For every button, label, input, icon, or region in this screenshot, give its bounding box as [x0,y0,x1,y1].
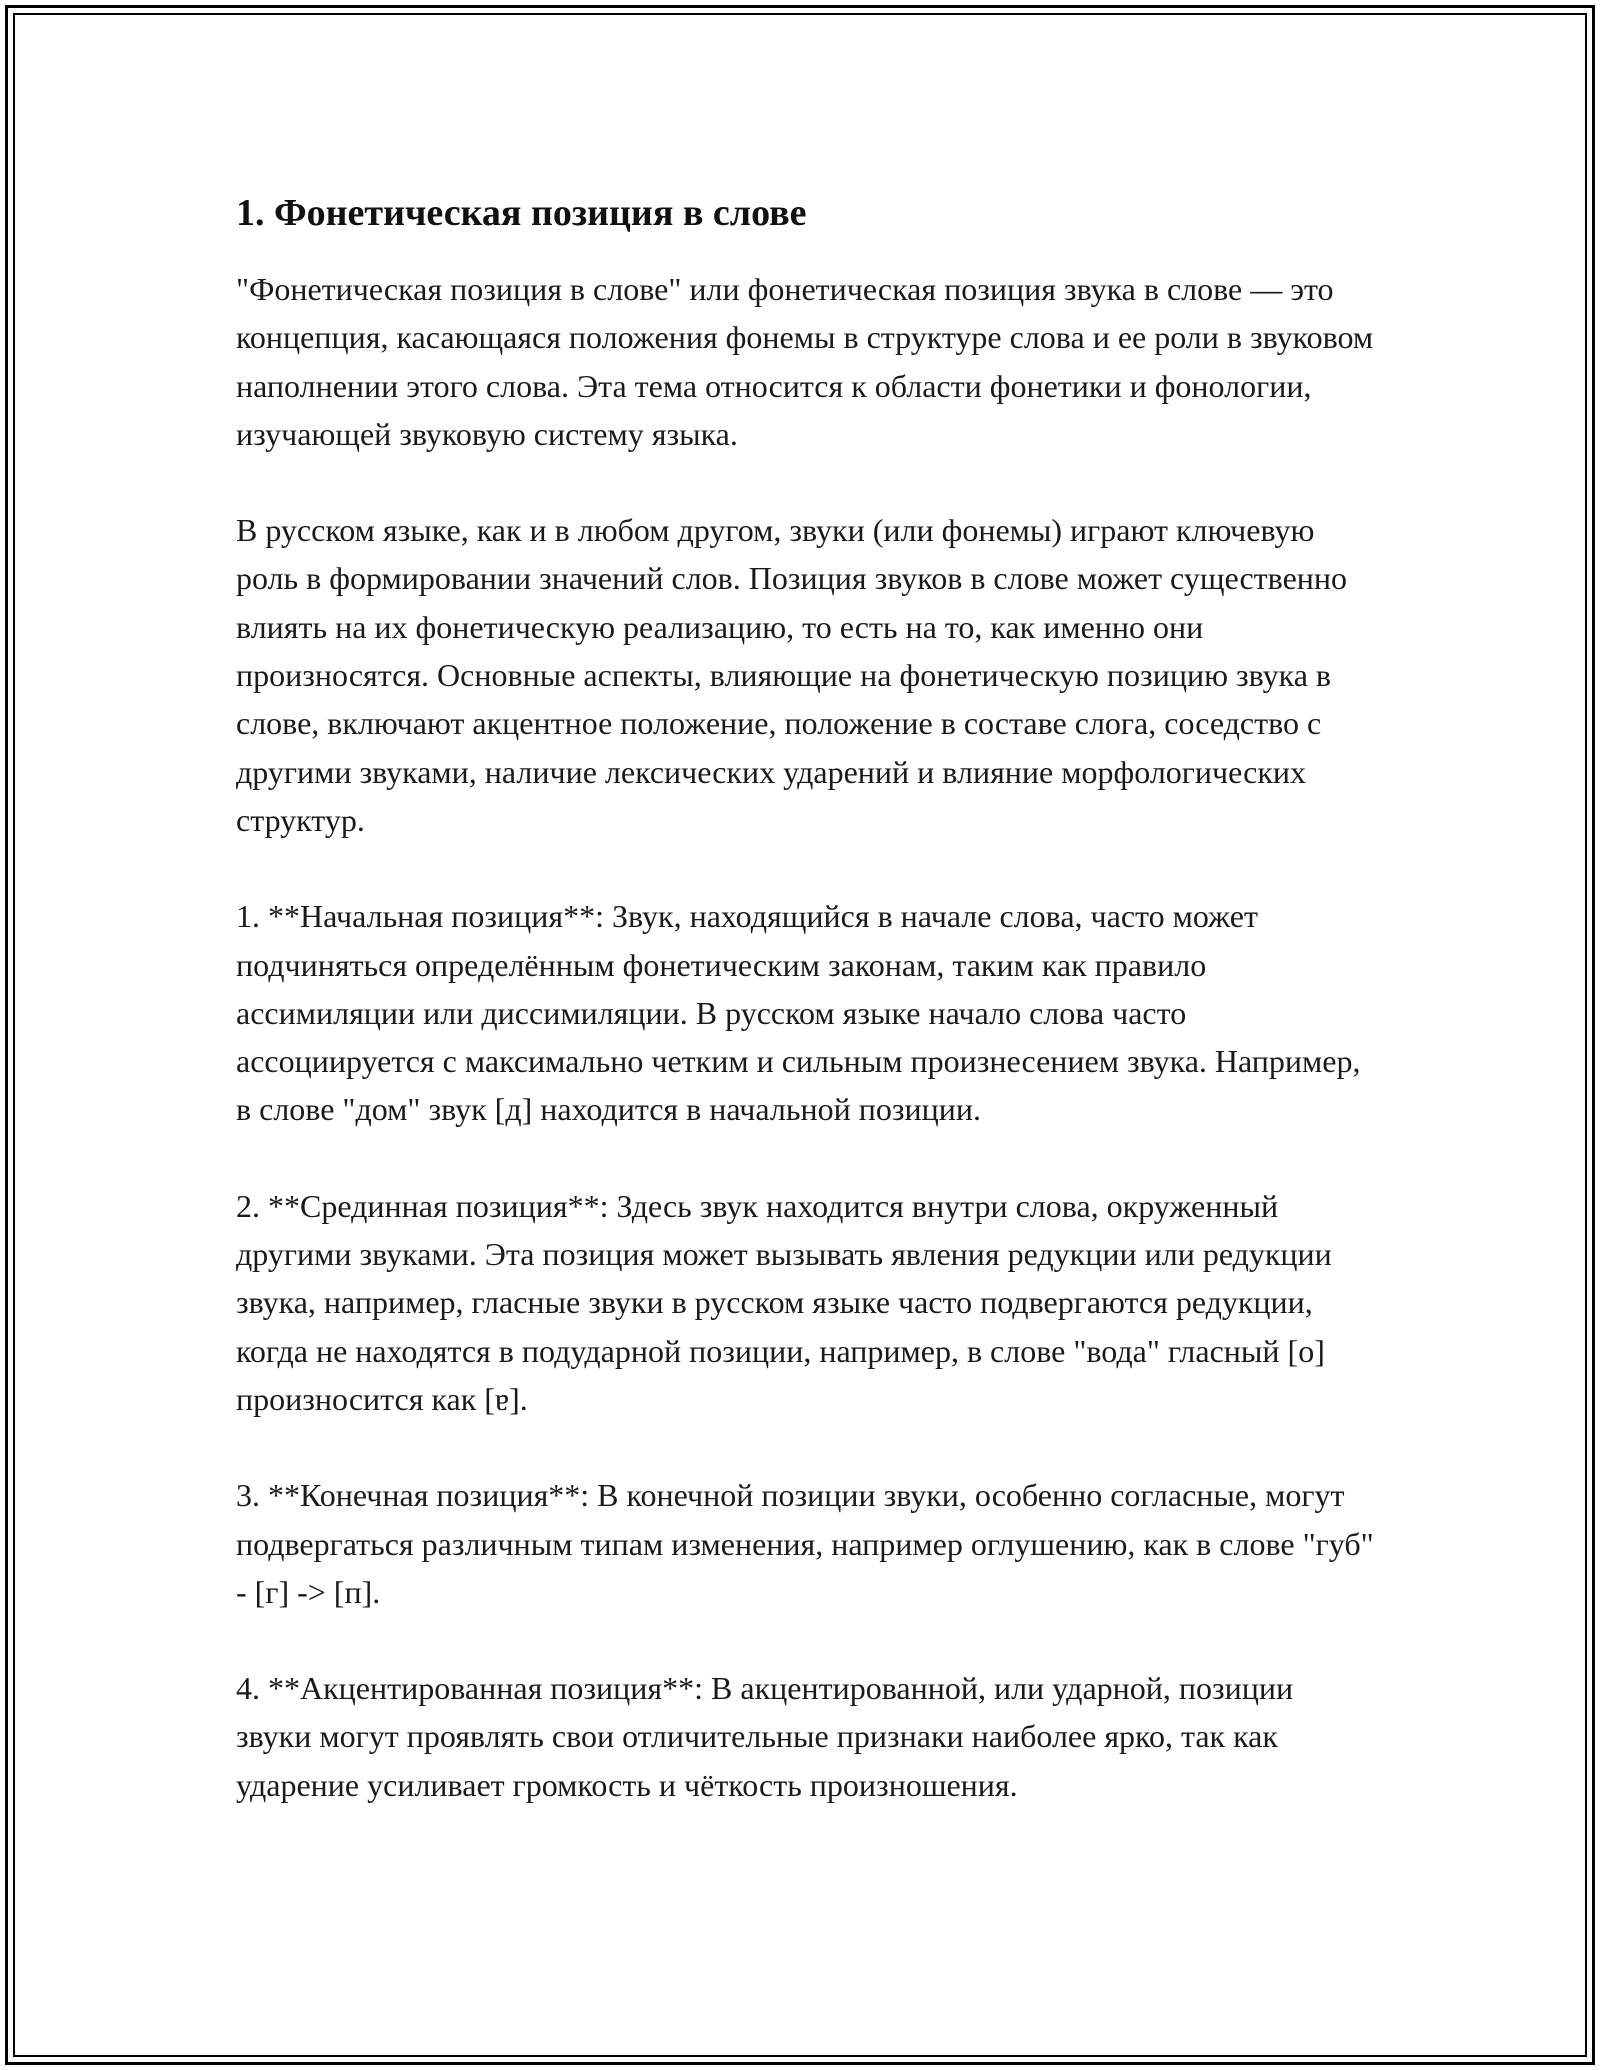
paragraph-overview: В русском языке, как и в любом другом, звуки (или фонемы) играют ключевую роль в формировании значений слов. Позиция звуков в слове может существенно влиять на их фонетическую реализацию, то есть на то, как именно они произносятся. Основные аспекты, влияющие на фонетическую позицию звука в слове, включают акцентное положение, положение в составе слога, соседство с другими звуками, наличие лексических ударений и влияние морфологических структур. [236,512,1348,838]
paragraph-final-position: 3. **Конечная позиция**: В конечной позиции звуки, особенно согласные, могут подвергаться различным типам изменения, например оглушению, как в слове "губ" - [г] -> [п]. [236,1477,1374,1610]
section-heading: 1. Фонетическая позиция в слове [236,192,807,234]
paragraph-intro: "Фонетическая позиция в слове" или фонетическая позиция звука в слове — это концепция, касающаяся положения фонемы в структуре слова и ее роли в звуковом наполнении этого слова. Эта тема относится к области фонетики и фонологии, изучающей звуковую систему языка. [236,271,1374,452]
paragraph-medial-position: 2. **Срединная позиция**: Здесь звук находится внутри слова, окруженный другими звуками. Эта позиция может вызывать явления редукции или редукции звука, например, гласные звуки в русском языке часто подвергаются редукции, когда не находятся в подударной позиции, например, в слове "вода" гласный [о] произносится как [ɐ]. [236,1187,1332,1417]
document-body [236,185,1376,1809]
paragraph-stressed-position: 4. **Акцентированная позиция**: В акцентированной, или ударной, позиции звуки могут проявлять свои отличительные признаки наиболее ярко, так как ударение усиливает громкость и чёткость произношения. [236,1670,1294,1803]
paragraph-initial-position: 1. **Начальная позиция**: Звук, находящийся в начале слова, часто может подчиняться определённым фонетическим законам, таким как правило ассимиляции или диссимиляции. В русском языке начало слова часто ассоциируется с максимально четким и сильным произнесением звука. Например, в слове "дом" звук [д] находится в начальной позиции. [236,898,1361,1128]
